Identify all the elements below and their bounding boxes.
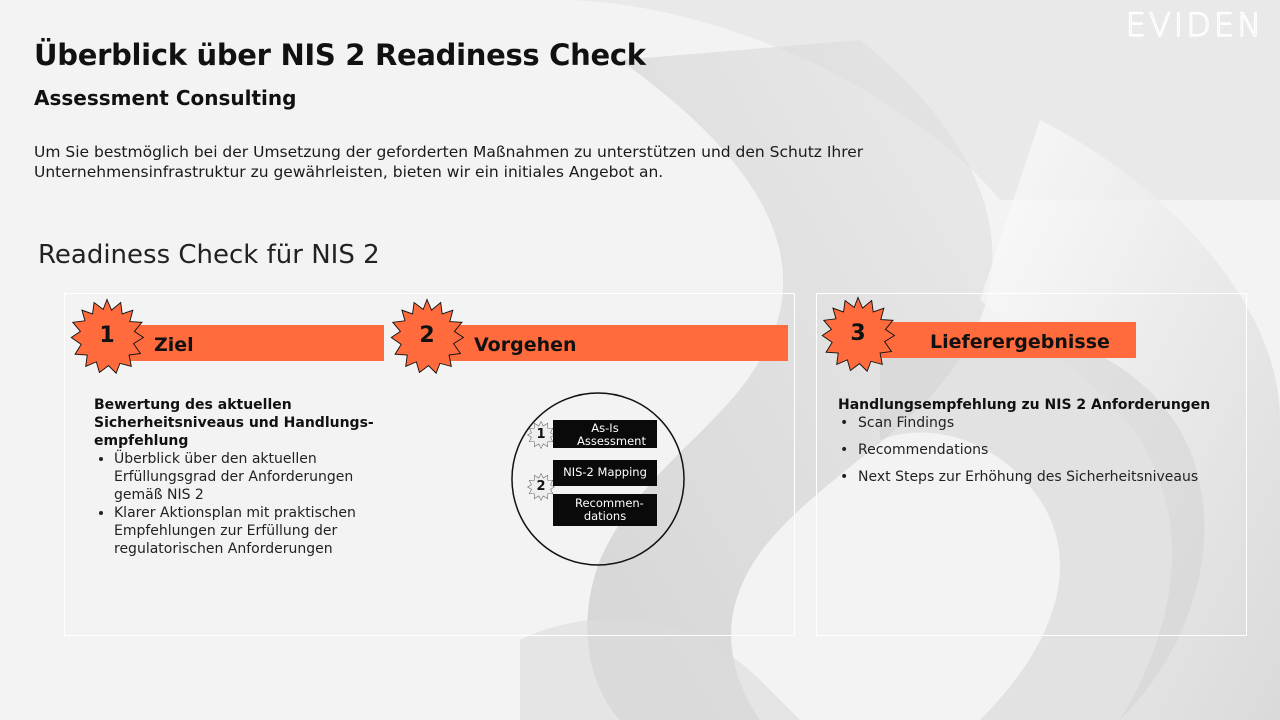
phase-2-number: 2 — [536, 479, 546, 494]
step-3-bullets — [838, 412, 1238, 488]
step-1-heading: Bewertung des aktuellen Sicherheitsniveaus und Handlungs-empfehlung — [94, 397, 374, 449]
list-item: • Next Steps zur Erhöhung des Sicherheitsniveaus — [858, 466, 1238, 488]
step-3-heading: Handlungsempfehlung zu NIS 2 Anforderungen — [838, 397, 1211, 413]
diagram-box-mapping: NIS-2 Mapping — [553, 460, 657, 486]
step-1-number: 1 — [99, 323, 115, 348]
intro-paragraph: Um Sie bestmöglich bei der Umsetzung der geforderten Maßnahmen zu unterstützen und den Schutz Ihrer Unternehmensinfrastruktur zu gewährleisten, bieten wir ein initiales Angebot an. — [34, 143, 864, 181]
step-2-label: Vorgehen — [474, 334, 577, 356]
step-3-number: 3 — [850, 321, 866, 346]
diagram-box-recommendations: Recommen-dations — [553, 494, 657, 526]
list-item: • Klarer Aktionsplan mit praktischen Empfehlungen zur Erfüllung der regulatorischen Anforderungen — [114, 504, 374, 558]
step-1-content — [94, 396, 374, 558]
phase-1-number: 1 — [536, 427, 546, 442]
page-title: Überblick über NIS 2 Readiness Check — [34, 38, 646, 72]
step-2-number: 2 — [419, 323, 435, 348]
list-item: • Recommendations — [858, 439, 1238, 461]
step-1-label: Ziel — [154, 334, 194, 356]
step-3-content — [838, 396, 1238, 488]
page-subtitle: Assessment Consulting — [34, 86, 297, 110]
list-item: • Scan Findings — [858, 412, 1238, 434]
list-item: • Überblick über den aktuellen Erfüllungsgrad der Anforderungen gemäß NIS 2 — [114, 450, 374, 504]
eviden-logo: EVIDEN — [1125, 6, 1264, 44]
diagram-box-as-is: As-Is Assessment — [553, 420, 657, 448]
step-1-bullets — [94, 450, 374, 558]
section-heading: Readiness Check für NIS 2 — [38, 240, 380, 270]
step-3-label: Lieferergebnisse — [930, 331, 1110, 353]
